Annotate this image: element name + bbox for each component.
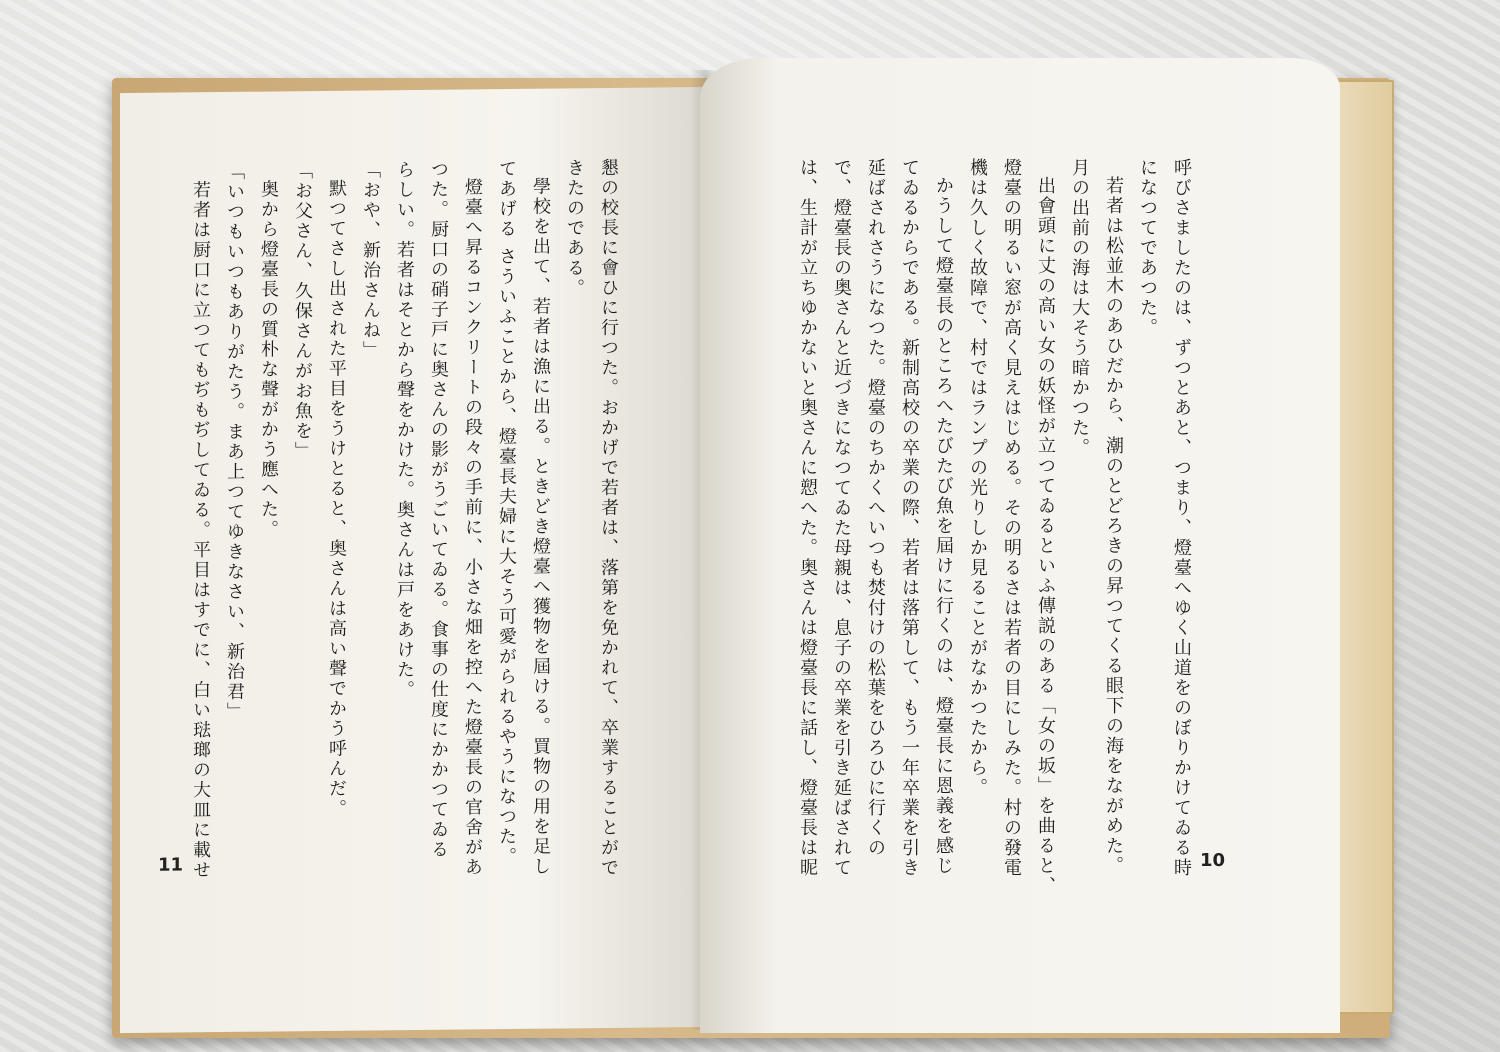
text-column: 燈臺へ昇るコンクリートの段々の手前に、小さな畑を控へた燈臺長の官舍があ bbox=[462, 177, 483, 878]
text-column: かうして燈臺長のところへたびたび魚を屆けに行くのは、燈臺長に恩義を感じ bbox=[933, 176, 954, 876]
left-page bbox=[120, 87, 712, 1033]
text-column: 默つてさし出された平目をうけとると、奥さんは高い聲でかう呼んだ。 bbox=[326, 178, 347, 819]
text-column: 懇の校長に會ひに行つた。おかげで若者は、落第を免かれて、卒業することがで bbox=[598, 157, 619, 879]
text-column: 出會頭に丈の高い女の妖怪が立つてゐるといふ傳説のある「女の坂」を曲ると、 bbox=[1035, 176, 1056, 896]
right-page bbox=[700, 58, 1340, 1033]
text-column: 機は久しく故障で、村ではランプの光りしか見ることがなかつたから。 bbox=[967, 158, 988, 798]
text-column: つた。厨口の硝子戸に奥さんの影がうごいてゐる。食事の仕度にかかつてゐる bbox=[428, 159, 449, 860]
text-column: 「お父さん、久保さんがお魚を」 bbox=[292, 161, 313, 462]
text-column: 延ばされさうになつた。燈臺のちかくへいつも焚付けの松葉をひろひに行くの bbox=[865, 158, 886, 858]
page-number: 10 bbox=[1200, 850, 1226, 871]
text-column: てゐるからである。新制高校の卒業の際、若者は落第して、もう一年卒業を引き bbox=[899, 158, 920, 878]
text-column: てあげる さういふことから、燈臺長夫婦に大そう可愛がられるやうになつた。 bbox=[496, 158, 517, 867]
text-column: きたのである。 bbox=[564, 158, 585, 299]
text-column: 若者は厨口に立つてもぢもぢしてゐる。平目はすでに、白い琺瑯の大皿に載せ bbox=[190, 180, 211, 881]
text-column: 月の出前の海は大そう暗かつた。 bbox=[1069, 158, 1090, 458]
text-column: 「いつもいつもありがたう。まあ上つてゆきなさい、新治君」 bbox=[224, 161, 245, 723]
text-column: 學校を出て、若者は漁に出る。ときどき燈臺へ獲物を屆ける。買物の用を足し bbox=[530, 176, 551, 877]
text-column: 燈臺の明るい窓が高く見えはじめる。その明るさは若者の目にしみた。村の發電 bbox=[1001, 158, 1022, 878]
text-column: で、燈臺長の奥さんと近づきになつてゐた母親は、息子の卒業を引き延ばされて bbox=[831, 158, 852, 878]
page-number: 11 bbox=[158, 854, 184, 876]
text-column: らしい。若者はそとから聲をかけた。奥さんは戸をあけた。 bbox=[394, 160, 415, 701]
text-column: になつてであつた。 bbox=[1137, 158, 1158, 338]
text-column: 呼びさましたのは、ずつとあと、つまり、燈臺へゆく山道をのぼりかけてゐる時 bbox=[1171, 158, 1192, 878]
text-column: 若者は松並木のあひだから、潮のとどろきの昇つてくる眼下の海をながめた。 bbox=[1103, 176, 1124, 876]
text-column: 「おや、新治さんね」 bbox=[360, 160, 381, 361]
text-column: 奥から燈臺長の質朴な聲がかう應へた。 bbox=[258, 179, 279, 540]
text-column: は、生計が立ちゆかないと奥さんに愬へた。奥さんは燈臺長に話し、燈臺長は昵 bbox=[797, 158, 818, 878]
